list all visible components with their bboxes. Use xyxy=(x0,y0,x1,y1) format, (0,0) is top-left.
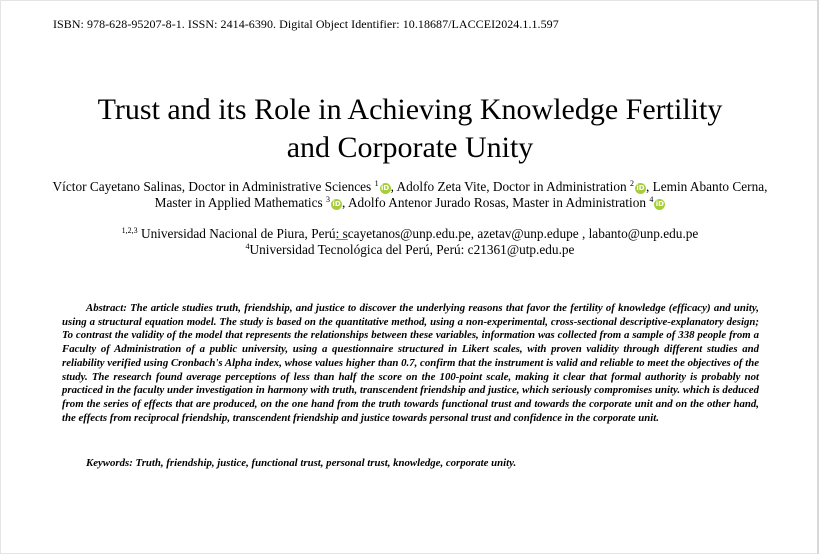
author-3: Lemin Abanto Cerna, Master in Applied Mathematics $^3$ iD, xyxy=(154,179,768,210)
title-line-1: Trust and its Role in Achieving Knowledge Fertility xyxy=(97,93,723,126)
author-4: Adolfo Antenor Jurado Rosas, Master in Administration $^4$ iD xyxy=(347,195,664,210)
author-1: Víctor Cayetano Salinas, Doctor in Administrative Sciences $^1$ iD, xyxy=(52,179,397,194)
email-link[interactable]: : s xyxy=(335,226,348,241)
citation-header: ISBN: 978-628-95207-8-1. ISSN: 2414-6390. Digital Object Identifier: 10.18687/LACCEI2024.1.1.597 xyxy=(53,17,559,31)
orcid-icon[interactable]: iD xyxy=(332,200,341,208)
affiliation-line-2: $^4$Universidad Tecnológica del Perú, Perú: c21361@utp.edu.pe xyxy=(245,242,575,257)
title-line-2: and Corporate Unity xyxy=(286,131,534,164)
orcid-icon[interactable]: iD xyxy=(636,184,645,192)
abstract xyxy=(62,302,759,425)
keywords xyxy=(86,456,516,470)
orcid-icon[interactable]: iD xyxy=(655,200,664,208)
orcid-icon[interactable]: iD xyxy=(380,184,390,192)
keywords-text: Truth, friendship, justice, functional trust, personal trust, knowledge, corporate unity. xyxy=(132,457,517,469)
author-2: Adolfo Zeta Vite, Doctor in Administration $^2$ iD, xyxy=(396,179,653,194)
abstract-label: Abstract: xyxy=(86,302,127,314)
affiliation-line-1: $^{1,2,3}$ Universidad Nacional de Piura, Perú: scayetanos@unp.edu.pe, azetav@unp.edupe , labanto@unp.edu.pe xyxy=(121,226,699,241)
keywords-label: Keywords: xyxy=(86,457,133,469)
abstract-text: The article studies truth, friendship, and justice to discover the underlying reasons that favor the fertility of knowledge (efficacy) and unity, using a structural equation model. The study is based on the quantitative method, using a non-experimental, cross-sectional descriptive-explanatory design; To contrast the validity of the model that represents the relationships between these variables, information was collected from a sample of 338 people from a Faculty of Administration of a public university, using a questionnaire structured in Likert scales, with proven validity through different studies and reliability verified using Cronbach's Alpha index, whose values higher than 0.7, confirm that the instrument is valid and reliable to meet the objectives of the study. The research found average perceptions of less than half the score on the 100-point scale, making it clear that formal authority is probably not practiced in the faculty under investigation in harmony with truth, transcendent friendship and justice, which seriously compromises unity. which is deduced from the series of effects that are produced, on the one hand from the truth towards functional trust and towards the corporate unit and on the other hand, the effects from reciprocal friendship, transcendent friendship and justice towards personal trust and confidence in the corporate unit. xyxy=(62,302,759,424)
author-list xyxy=(50,179,770,211)
affiliations xyxy=(60,226,760,258)
paper-title xyxy=(40,91,780,167)
